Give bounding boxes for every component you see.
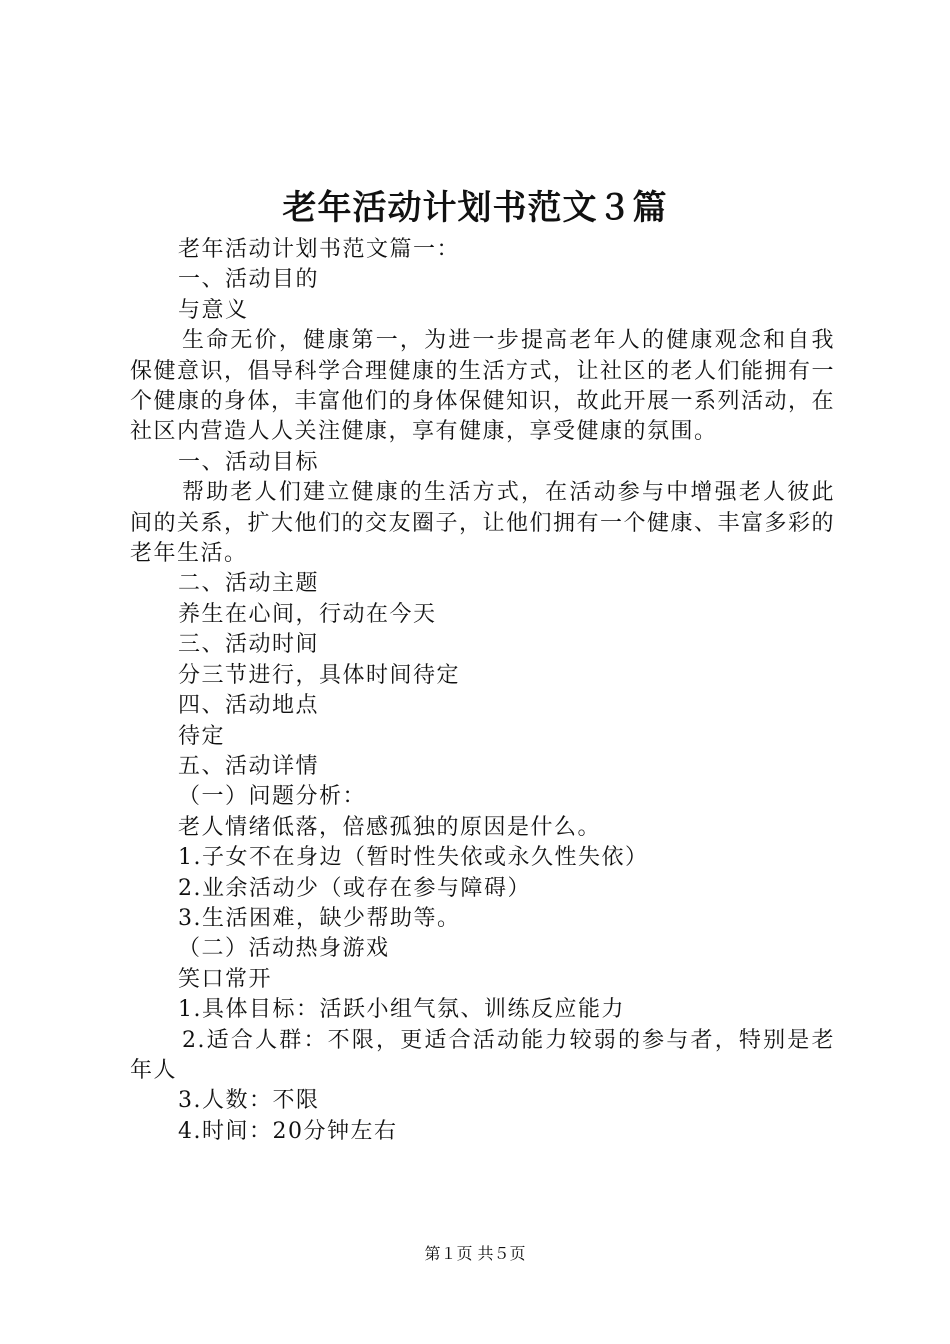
- paragraph: 二、活动主题: [178, 571, 320, 597]
- paragraph: 分三节进行，具体时间待定: [178, 662, 461, 688]
- paragraph: 4.时间：20分钟左右: [178, 1118, 398, 1144]
- paragraph: 笑口常开: [178, 966, 273, 992]
- paragraph: 与意义: [178, 297, 249, 323]
- paragraph: 一、活动目标: [178, 449, 320, 475]
- paragraph: 1.具体目标：活跃小组气氛、训练反应能力: [178, 997, 625, 1023]
- paragraph: 生命无价，健康第一，为进一步提高老年人的健康观念和自我保健意识，倡导科学合理健康的生活方式，让社区的老人们能拥有一个健康的身体，丰富他们的身体保健知识，故此开展一系列活动，在社区内营造人人关注健康，享有健康，享受健康的氛围。: [130, 328, 836, 445]
- paragraph: 帮助老人们建立健康的生活方式，在活动参与中增强老人彼此间的关系，扩大他们的交友圈子，让他们拥有一个健康、丰富多彩的老年生活。: [130, 480, 836, 567]
- paragraph: 2.业余活动少（或存在参与障碍）: [178, 875, 531, 901]
- document-body: [130, 235, 835, 1147]
- paragraph: 五、活动详情: [178, 753, 320, 779]
- document-title: 老年活动计划书范文３篇: [282, 188, 668, 228]
- paragraph: 2.适合人群：不限，更适合活动能力较弱的参与者，特别是老年人: [130, 1027, 835, 1083]
- paragraph: （二）活动热身游戏: [178, 936, 390, 962]
- paragraph: 待定: [178, 723, 226, 749]
- paragraph: 1.子女不在身边（暂时性失依或永久性失依）: [178, 845, 649, 871]
- paragraph: 养生在心间，行动在今天: [178, 601, 437, 627]
- page-footer: 第１页 共５页: [424, 1244, 526, 1263]
- paragraph: 3.生活困难，缺少帮助等。: [178, 905, 461, 931]
- paragraph: 老年活动计划书范文篇一：: [178, 237, 461, 262]
- paragraph: 四、活动地点: [178, 693, 320, 719]
- paragraph: 一、活动目的: [178, 267, 320, 293]
- paragraph: 3.人数：不限: [178, 1088, 320, 1114]
- paragraph: 老人情绪低落，倍感孤独的原因是什么。: [178, 814, 602, 840]
- paragraph: （一）问题分析：: [178, 784, 367, 810]
- paragraph: 三、活动时间: [178, 632, 320, 658]
